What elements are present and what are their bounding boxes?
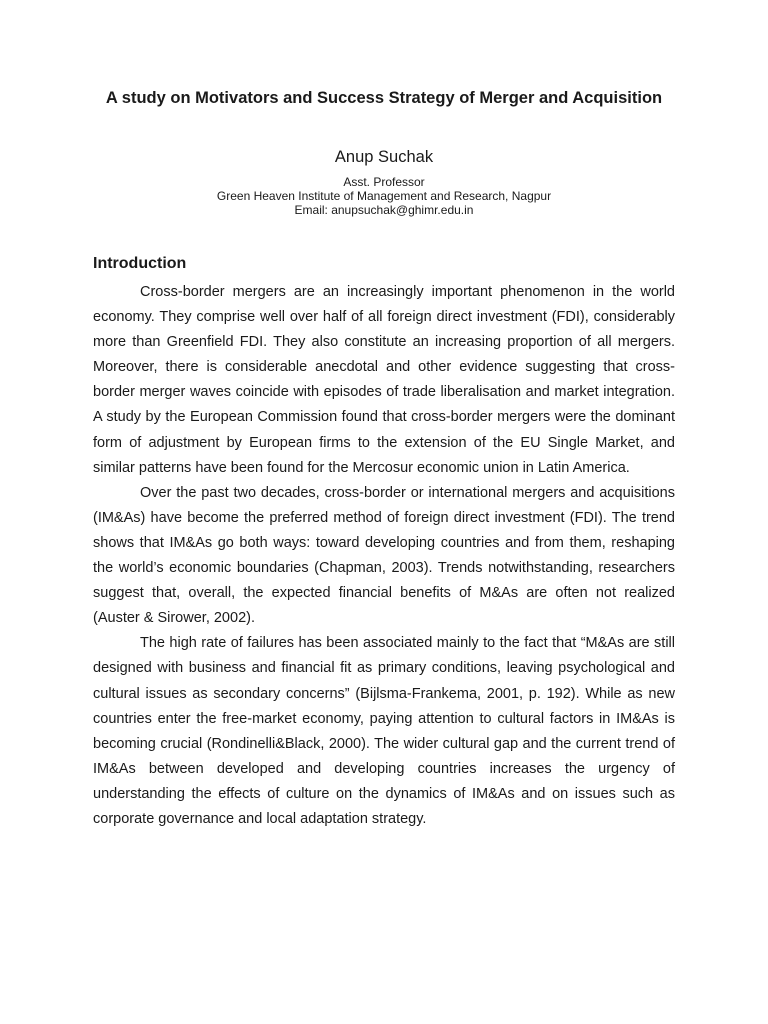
author-name: Anup Suchak	[334, 148, 434, 166]
author-affiliation	[93, 175, 675, 217]
author-position: Asst. Professor	[343, 175, 425, 189]
section-body	[93, 280, 675, 832]
body-paragraph: Over the past two decades, cross-border or international mergers and acquisitions (IM&As) have become the preferred method of foreign direct investment (FDI). The trend shows that IM&As go both ways: toward developing countries and from them, reshaping the world’s economic boundaries (Chapman, 2003). Trends notwithstanding, researchers suggest that, overall, the expected financial benefits of M&As are often not realized (Auster & Sirower, 2002).	[93, 484, 675, 627]
section-heading: Introduction	[93, 255, 187, 272]
body-paragraph: The high rate of failures has been associated mainly to the fact that “M&As are still designed with business and financial fit as primary conditions, leaving psychological and cultural issues as secondary concerns” (Bijlsma-Frankema, 2001, p. 192). While as new countries enter the free-market economy, paying attention to cultural factors in IM&As is becoming crucial (Rondinelli&Black, 2000). The wider cultural gap and the current trend of IM&As between developed and developing countries increases the urgency of understanding the effects of culture on the dynamics of IM&As and on issues such as corporate governance and local adaptation strategy.	[93, 635, 675, 827]
body-paragraph: Cross-border mergers are an increasingly important phenomenon in the world economy. They comprise well over half of all foreign direct investment (FDI), considerably more than Greenfield FDI. They also constitute an increasing proportion of all mergers. Moreover, there is considerable anecdotal and other evidence suggesting that cross-border merger waves coincide with episodes of trade liberalisation and market integration. A study by the European Commission found that cross-border mergers were the dominant form of adjustment by European firms to the extension of the EU Single Market, and similar patterns have been found for the Mercosur economic union in Latin America.	[93, 284, 675, 476]
paper-title: A study on Motivators and Success Strategy of Merger and Acquisition	[105, 89, 663, 107]
author-institution: Green Heaven Institute of Management and Research, Nagpur	[216, 189, 552, 203]
author-email: Email: anupsuchak@ghimr.edu.in	[294, 203, 474, 217]
